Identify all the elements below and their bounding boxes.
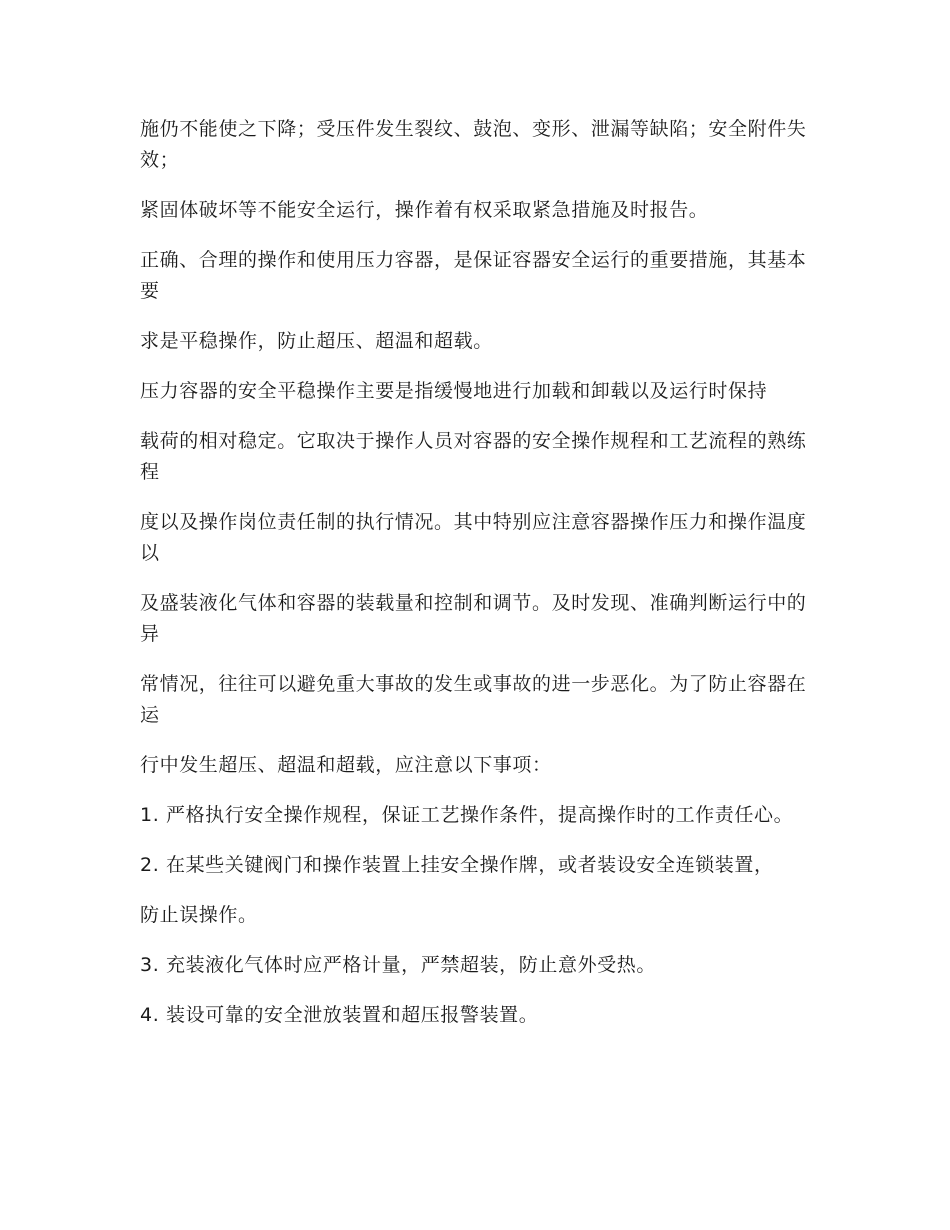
list-item: 4. 装设可靠的安全泄放装置和超压报警装置。: [140, 1004, 539, 1026]
paragraph: 及盛装液化气体和容器的装载量和控制和调节。及时发现、准确判断运行中的异: [140, 592, 807, 645]
paragraph: 压力容器的安全平稳操作主要是指缓慢地进行加载和卸载以及运行时保持: [140, 380, 768, 402]
list-item: 2. 在某些关键阀门和操作装置上挂安全操作牌，或者装设安全连锁装置，: [140, 854, 774, 876]
list-item: 1. 严格执行安全操作规程，保证工艺操作条件，提高操作时的工作责任心。: [140, 804, 794, 826]
list-item: 3. 充装液化气体时应严格计量，严禁超装，防止意外受热。: [140, 954, 656, 976]
paragraph: 正确、合理的操作和使用压力容器，是保证容器安全运行的重要措施，其基本要: [140, 249, 807, 302]
paragraph: 度以及操作岗位责任制的执行情况。其中特别应注意容器操作压力和操作温度以: [140, 511, 807, 564]
paragraph: 施仍不能使之下降；受压件发生裂纹、鼓泡、变形、泄漏等缺陷；安全附件失效；: [140, 118, 807, 171]
paragraph: 常情况，往往可以避免重大事故的发生或事故的进一步恶化。为了防止容器在运: [140, 673, 807, 726]
paragraph: 载荷的相对稳定。它取决于操作人员对容器的安全操作规程和工艺流程的熟练程: [140, 430, 807, 483]
paragraph: 求是平稳操作，防止超压、超温和超载。: [140, 330, 493, 352]
paragraph: 紧固体破坏等不能安全运行，操作着有权采取紧急措施及时报告。: [140, 199, 709, 221]
paragraph: 防止误操作。: [140, 904, 258, 926]
document-body: [140, 114, 820, 1050]
paragraph: 行中发生超压、超温和超载，应注意以下事项：: [140, 754, 552, 776]
